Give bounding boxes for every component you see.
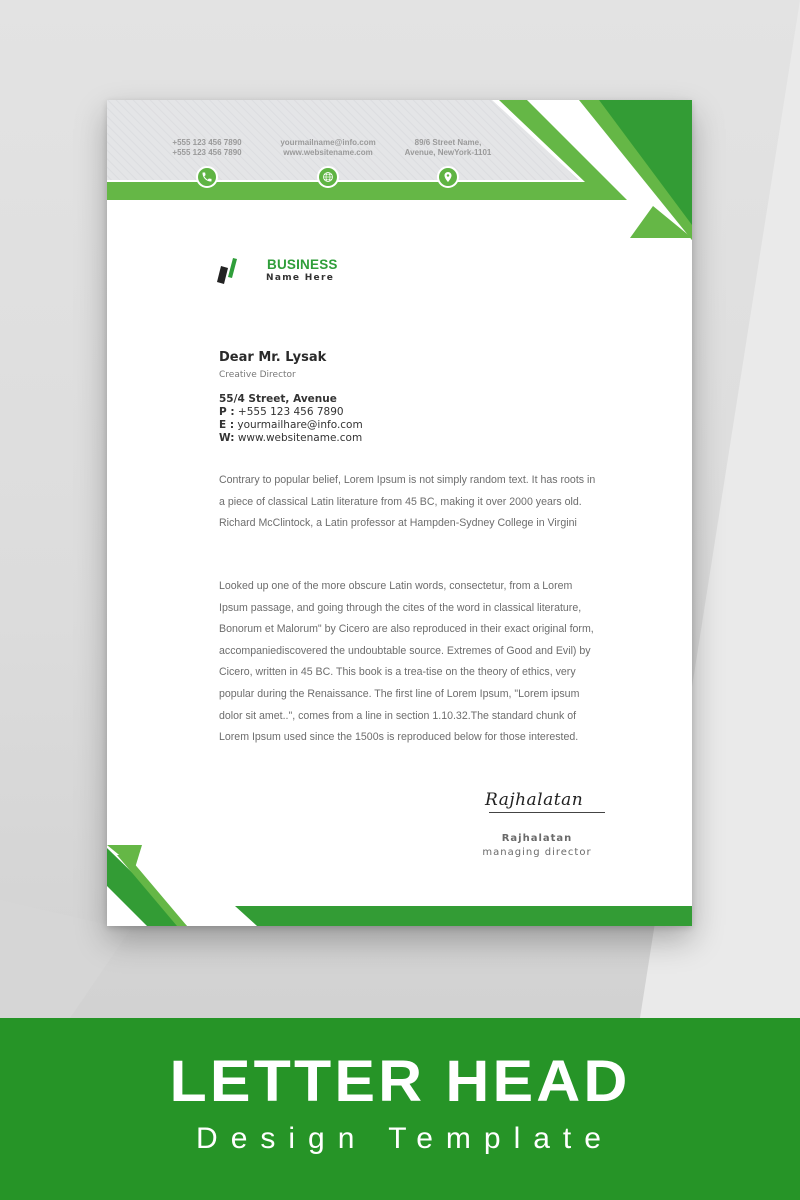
letterhead-page	[107, 100, 692, 926]
body-paragraph-2: Looked up one of the more obscure Latin words, consectetur, from a Lorem Ipsum passage, and going through the cites of the word in classical literature, Bonorum et Malorum" by Cicero are also reproduced in their exact original form, accompaniediscovered the undoubtable source. Extremes of Good and Evil) by Cicero, written in 45 BC. This book is a trea-tise on the theory of ethics, very popular during the Renaissance. The first line of Lorem Ipsum, "Lorem ipsum dolor sit amet..", comes from a line in section 1.10.32.The standard chunk of Lorem Ipsum used since the 1500s is reproduced below for those interested.	[219, 580, 594, 744]
signature-underline	[489, 812, 605, 813]
header-website: www.websitename.com	[283, 148, 373, 157]
recipient-street: 55/4 Street, Avenue	[219, 393, 337, 405]
header-address-block	[388, 138, 508, 158]
recipient-role: Creative Director	[219, 370, 296, 380]
brand-tagline: Name Here	[266, 273, 335, 283]
business-logo-icon	[217, 256, 243, 286]
phone-icon	[196, 166, 218, 188]
signatory-name: Rajhalatan	[501, 833, 573, 844]
footer-green-bar	[235, 906, 692, 926]
globe-icon	[317, 166, 339, 188]
signature-script: Rajhalatan	[485, 790, 584, 810]
header-phone-block	[147, 138, 267, 158]
title-banner	[0, 1018, 800, 1200]
recipient-web-row	[219, 432, 363, 445]
email-label: E :	[219, 419, 235, 431]
banner-subtitle: Design Template	[196, 1122, 614, 1155]
recipient-address-block	[219, 393, 363, 445]
brand-name: BUSINESS	[267, 257, 338, 272]
header-address-line2: Avenue, NewYork-1101	[404, 148, 492, 157]
phone-label: P :	[219, 406, 235, 418]
recipient-web: www.websitename.com	[237, 432, 363, 444]
banner-title: LETTER HEAD	[169, 1049, 631, 1114]
header-email: yourmailname@info.com	[280, 138, 376, 147]
header-phone-line2: +555 123 456 7890	[172, 148, 242, 157]
recipient-phone: +555 123 456 7890	[237, 406, 344, 418]
header-web-block	[268, 138, 388, 158]
signatory-title: managing director	[482, 847, 592, 858]
recipient-email: yourmailhare@info.com	[237, 419, 363, 431]
web-label: W:	[219, 432, 235, 444]
recipient-greeting: Dear Mr. Lysak	[219, 350, 327, 365]
header-address-line1: 89/6 Street Name,	[414, 138, 482, 147]
location-pin-icon	[437, 166, 459, 188]
body-paragraph-1: Contrary to popular belief, Lorem Ipsum is not simply random text. It has roots in a piece of classical Latin literature from 45 BC, making it over 2000 years old. Richard McClintock, a Latin professor at Hampden-Sydney College in Virgini	[219, 474, 596, 530]
recipient-phone-row	[219, 406, 363, 419]
header-phone-line1: +555 123 456 7890	[172, 138, 242, 147]
recipient-email-row	[219, 419, 363, 432]
